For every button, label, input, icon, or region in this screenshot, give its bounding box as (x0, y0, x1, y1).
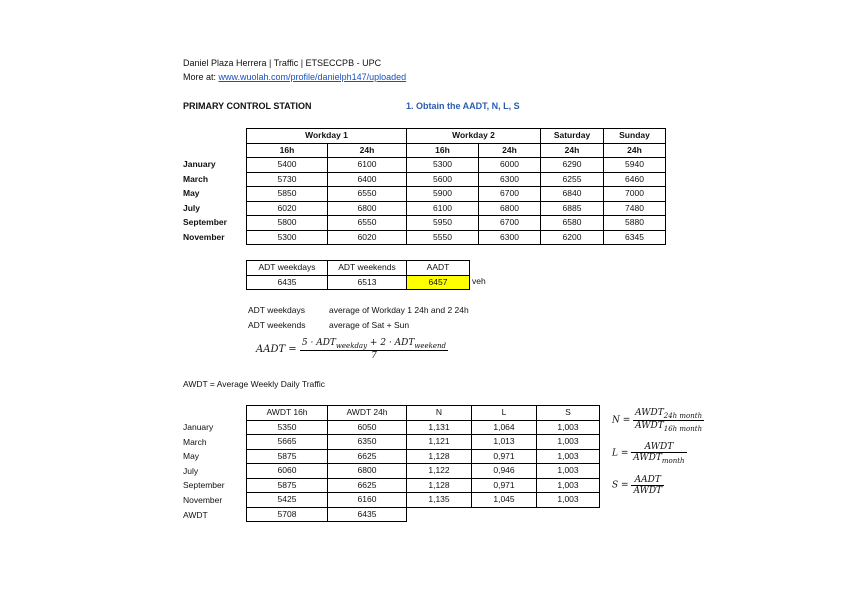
cell: 6100 (407, 201, 479, 216)
cell: 1,003 (537, 493, 600, 508)
cell: 1,003 (537, 464, 600, 479)
cell: 5800 (247, 216, 328, 231)
cell: 6625 (328, 449, 407, 464)
section-subtitle: 1. Obtain the AADT, N, L, S (406, 101, 520, 111)
cell: 6020 (328, 230, 407, 245)
month-label: May (183, 188, 200, 199)
table-row (247, 449, 600, 464)
formula-fraction (300, 338, 448, 361)
awdt-total-row (247, 507, 600, 522)
sub-header: 16h (407, 143, 479, 158)
cell: 0,971 (472, 449, 537, 464)
month-label: January (183, 159, 216, 169)
s-formula (612, 475, 664, 496)
cell: 1,122 (407, 464, 472, 479)
note-row (248, 305, 469, 315)
cell: 6255 (541, 172, 604, 187)
month-label: September (183, 217, 227, 228)
cell: 1,003 (537, 435, 600, 450)
adt-weekdays-value: 6435 (247, 275, 328, 290)
month-label: March (183, 173, 209, 184)
month-label: May (183, 451, 200, 462)
counts-table (246, 128, 666, 245)
cell: 5940 (604, 158, 666, 173)
note-term: ADT weekends (248, 320, 306, 330)
header-cell: N (407, 406, 472, 421)
month-label: November (183, 494, 223, 505)
sub-header: 16h (247, 143, 328, 158)
cell: 6100 (328, 158, 407, 173)
month-label: January (183, 422, 214, 432)
cell: 5300 (407, 158, 479, 173)
awdt-16h-total: 5708 (247, 507, 328, 522)
cell: 1,128 (407, 478, 472, 493)
note-row (248, 320, 409, 330)
cell: 6700 (479, 216, 541, 231)
cell: 6000 (479, 158, 541, 173)
cell: 6460 (604, 172, 666, 187)
cell: 6550 (328, 216, 407, 231)
cell: 6580 (541, 216, 604, 231)
cell: 0,971 (472, 478, 537, 493)
cell: 1,003 (537, 478, 600, 493)
cell: 5900 (407, 187, 479, 202)
table-row (247, 172, 666, 187)
aadt-unit: veh (472, 276, 486, 286)
cell: 1,045 (472, 493, 537, 508)
note-desc: average of Sat + Sun (329, 320, 410, 330)
formula-term: AWDT (631, 442, 686, 453)
cell: 6060 (247, 464, 328, 479)
cell: 6885 (541, 201, 604, 216)
sub-header: 24h (541, 143, 604, 158)
counts-sub-header (247, 143, 666, 158)
table-row (247, 201, 666, 216)
cell: 5600 (407, 172, 479, 187)
formula-sub: 16h month (663, 424, 703, 433)
awdt-row-labels (183, 420, 225, 522)
cell: 6300 (479, 230, 541, 245)
month-label: March (183, 436, 207, 447)
formula-term: + 2 · ADT (367, 338, 415, 348)
cell: 6200 (541, 230, 604, 245)
awdt-header-row (247, 406, 600, 421)
cell: 5950 (407, 216, 479, 231)
formula-term: AWDT (633, 453, 662, 463)
group-header: Workday 2 (407, 129, 541, 144)
month-label: July (183, 202, 201, 213)
adt-header-row (247, 261, 470, 276)
cell: 5875 (247, 478, 328, 493)
section-title: PRIMARY CONTROL STATION (183, 101, 312, 111)
formula-lhs: S = (612, 480, 629, 491)
cell: 5425 (247, 493, 328, 508)
header-cell: ADT weekdays (247, 261, 328, 276)
cell: 6800 (328, 201, 407, 216)
table-row (247, 420, 600, 435)
table-row (247, 493, 600, 508)
header-cell: AADT (407, 261, 470, 276)
cell: 6020 (247, 201, 328, 216)
month-label: September (183, 480, 225, 491)
cell: 5880 (604, 216, 666, 231)
cell: 6350 (328, 435, 407, 450)
formula-lhs: L = (612, 448, 629, 459)
formula-term: 5 · ADT (301, 338, 336, 348)
sub-header: 24h (604, 143, 666, 158)
cell: 5550 (407, 230, 479, 245)
counts-row-labels (183, 157, 227, 245)
group-header: Workday 1 (247, 129, 407, 144)
formula-fraction (631, 442, 686, 465)
formula-lhs: AADT = (256, 343, 297, 355)
cell: 6700 (479, 187, 541, 202)
table-row (247, 478, 600, 493)
formula-term: AWDT (635, 420, 664, 431)
header-cell: AWDT 24h (328, 406, 407, 421)
formula-lhs: N = (612, 415, 631, 426)
table-row (247, 187, 666, 202)
cell: 5665 (247, 435, 328, 450)
cell: 5875 (247, 449, 328, 464)
formula-term: AWDT (633, 486, 663, 496)
header-cell: S (537, 406, 600, 421)
more-label: More at: (183, 72, 219, 82)
aadt-formula (256, 338, 448, 361)
header-cell: ADT weekends (328, 261, 407, 276)
adt-weekends-value: 6513 (328, 275, 407, 290)
cell: 6050 (328, 420, 407, 435)
adt-value-row (247, 275, 470, 290)
table-row (247, 158, 666, 173)
month-label: November (183, 231, 225, 242)
header-cell: AWDT 16h (247, 406, 328, 421)
cell: 1,131 (407, 420, 472, 435)
cell: 1,003 (537, 420, 600, 435)
sub-header: 24h (479, 143, 541, 158)
cell: 6160 (328, 493, 407, 508)
formula-fraction (631, 475, 664, 496)
cell: 1,013 (472, 435, 537, 450)
sub-header: 24h (328, 143, 407, 158)
cell: 5350 (247, 420, 328, 435)
table-row (247, 464, 600, 479)
n-formula (612, 408, 704, 433)
cell: 1,135 (407, 493, 472, 508)
cell: 1,121 (407, 435, 472, 450)
adt-table (246, 260, 470, 290)
formula-sub: weekday (335, 341, 368, 350)
total-label: AWDT (183, 509, 208, 520)
cell: 6300 (479, 172, 541, 187)
cell: 7000 (604, 187, 666, 202)
note-desc: average of Workday 1 24h and 2 24h (329, 305, 469, 315)
group-header: Sunday (604, 129, 666, 144)
more-at-line (183, 72, 406, 82)
cell: 5300 (247, 230, 328, 245)
cell: 6840 (541, 187, 604, 202)
cell: 7480 (604, 201, 666, 216)
cell: 6290 (541, 158, 604, 173)
cell: 6800 (479, 201, 541, 216)
table-row (247, 216, 666, 231)
cell: 6800 (328, 464, 407, 479)
counts-group-header (247, 129, 666, 144)
formula-term: AWDT (635, 408, 664, 418)
cell: 6345 (604, 230, 666, 245)
header-cell: L (472, 406, 537, 421)
cell: 1,064 (472, 420, 537, 435)
formula-fraction (633, 408, 704, 433)
cell: 5850 (247, 187, 328, 202)
cell: 6550 (328, 187, 407, 202)
cell: 0,946 (472, 464, 537, 479)
group-header: Saturday (541, 129, 604, 144)
cell: 5400 (247, 158, 328, 173)
cell: 1,128 (407, 449, 472, 464)
author-line: Daniel Plaza Herrera | Traffic | ETSECCPB - UPC (183, 58, 382, 68)
awdt-table (246, 405, 600, 522)
profile-link[interactable]: www.wuolah.com/profile/danielph147/uploaded (218, 72, 407, 82)
formula-sub: month (661, 456, 685, 465)
note-term: ADT weekdays (248, 305, 306, 315)
aadt-value: 6457 (407, 275, 470, 290)
formula-sub: 24h month (663, 411, 703, 420)
table-row (247, 230, 666, 245)
table-row (247, 435, 600, 450)
awdt-definition: AWDT = Average Weekly Daily Traffic (183, 379, 325, 389)
cell: 6400 (328, 172, 407, 187)
formula-den: 7 (371, 350, 377, 361)
formula-term: AADT (631, 475, 664, 486)
month-label: July (183, 465, 199, 476)
l-formula (612, 442, 687, 465)
cell: 5730 (247, 172, 328, 187)
formula-sub: weekend (414, 341, 447, 350)
cell: 6625 (328, 478, 407, 493)
cell: 1,003 (537, 449, 600, 464)
awdt-24h-total: 6435 (328, 507, 407, 522)
